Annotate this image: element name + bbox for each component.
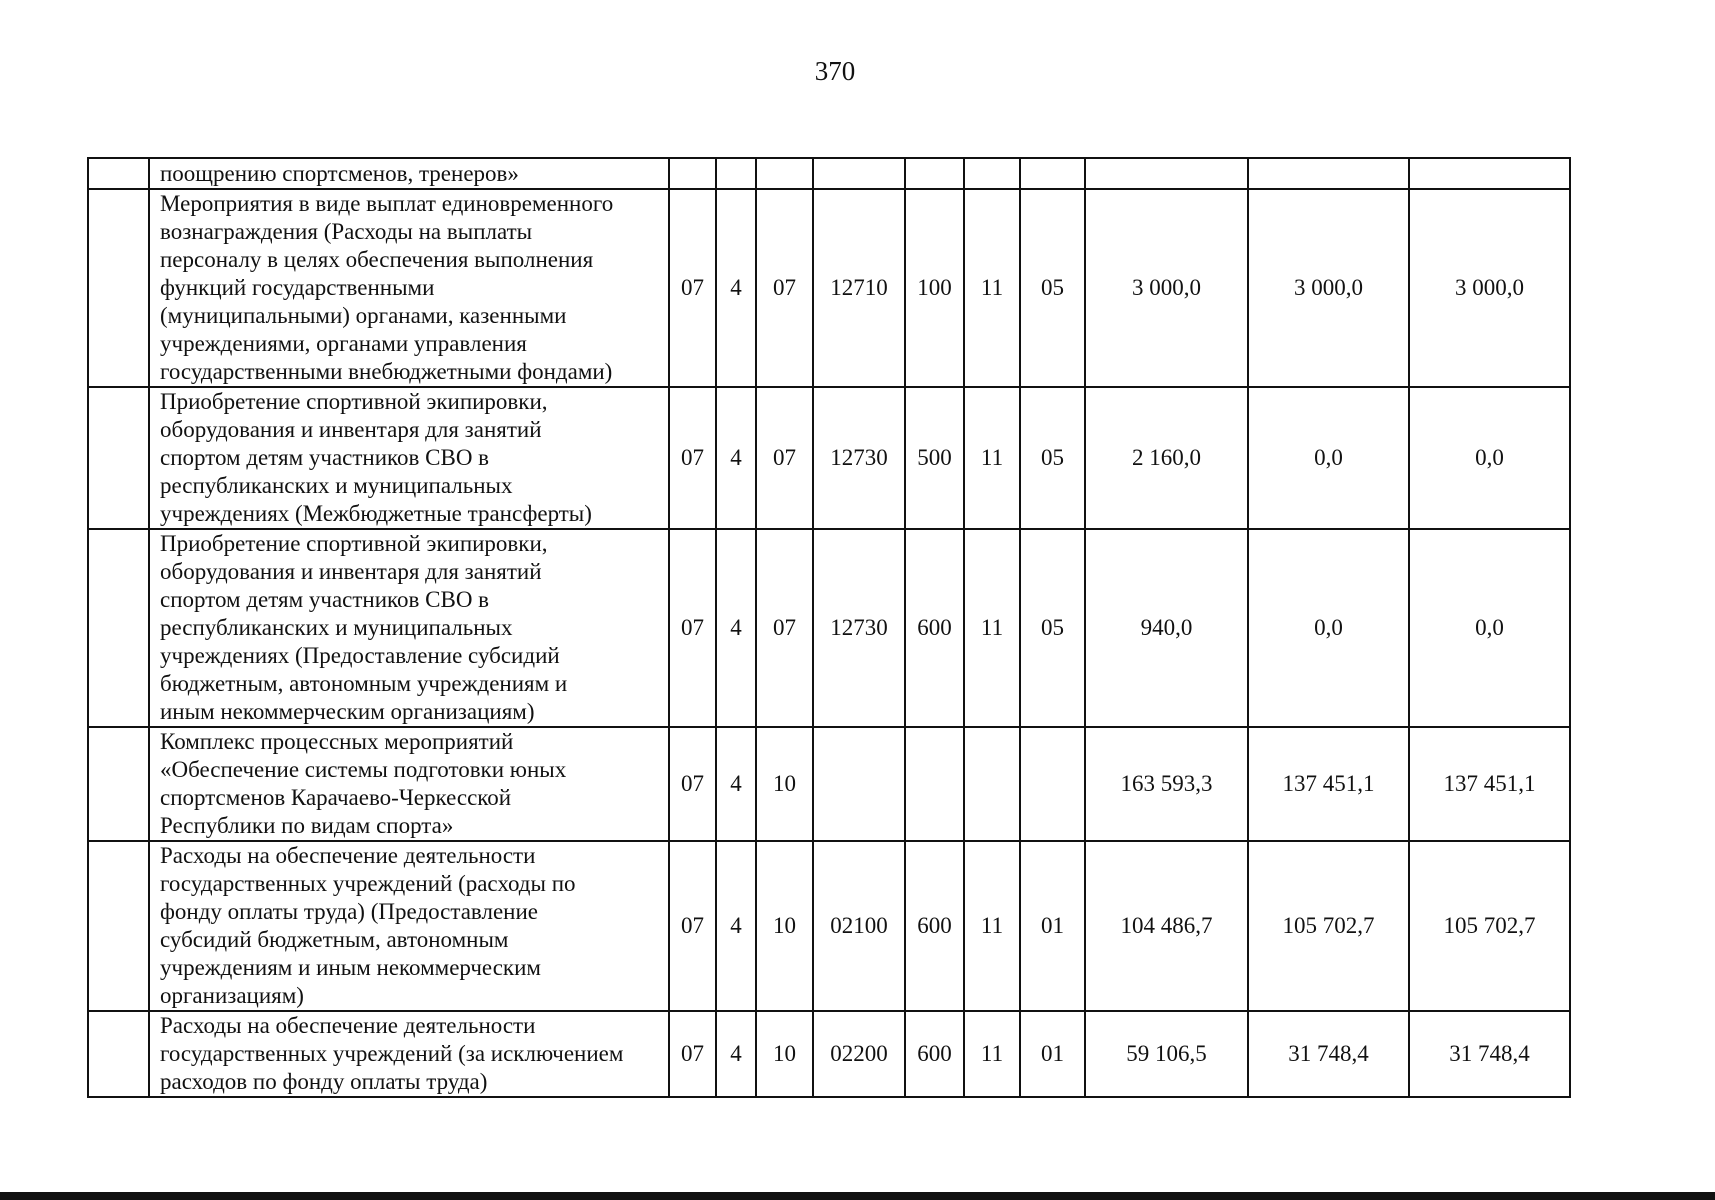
code-cell-2: 4	[716, 189, 756, 387]
row-number-cell	[88, 158, 149, 189]
row-number-cell	[88, 1011, 149, 1097]
code-cell-4: 12730	[813, 529, 905, 727]
code-cell-1: 07	[669, 1011, 716, 1097]
amount-year-3-cell: 3 000,0	[1409, 189, 1570, 387]
amount-year-2-cell	[1248, 158, 1409, 189]
table-row	[88, 1011, 1570, 1097]
code-cell-1: 07	[669, 841, 716, 1011]
code-cell-5	[905, 727, 964, 841]
amount-year-1-cell: 59 106,5	[1085, 1011, 1248, 1097]
code-cell-7: 05	[1020, 387, 1085, 529]
amount-year-1-cell: 3 000,0	[1085, 189, 1248, 387]
code-cell-3: 10	[756, 727, 813, 841]
amount-year-1-cell: 2 160,0	[1085, 387, 1248, 529]
amount-year-2-cell: 0,0	[1248, 387, 1409, 529]
amount-year-1-cell: 104 486,7	[1085, 841, 1248, 1011]
code-cell-6: 11	[964, 841, 1020, 1011]
code-cell-3: 10	[756, 1011, 813, 1097]
table-row	[88, 387, 1570, 529]
amount-year-3-cell	[1409, 158, 1570, 189]
code-cell-3: 07	[756, 189, 813, 387]
code-cell-7: 01	[1020, 1011, 1085, 1097]
code-cell-2: 4	[716, 841, 756, 1011]
row-number-cell	[88, 727, 149, 841]
scan-edge	[0, 1192, 1715, 1200]
code-cell-1	[669, 158, 716, 189]
code-cell-6	[964, 727, 1020, 841]
table-row	[88, 529, 1570, 727]
row-number-cell	[88, 529, 149, 727]
code-cell-6: 11	[964, 189, 1020, 387]
code-cell-7: 05	[1020, 189, 1085, 387]
code-cell-2: 4	[716, 387, 756, 529]
amount-year-1-cell: 940,0	[1085, 529, 1248, 727]
code-cell-7: 05	[1020, 529, 1085, 727]
code-cell-1: 07	[669, 529, 716, 727]
description-cell: Приобретение спортивной экипировки, оборудования и инвентаря для занятий спортом детям участников СВО в республиканских и муниципальных учреждениях (Предоставление субсидий бюджетным, автономным учреждениям и иным некоммерческим организациям)	[149, 529, 669, 727]
amount-year-3-cell: 137 451,1	[1409, 727, 1570, 841]
table-row	[88, 158, 1570, 189]
code-cell-6: 11	[964, 1011, 1020, 1097]
code-cell-6: 11	[964, 387, 1020, 529]
code-cell-2: 4	[716, 529, 756, 727]
amount-year-2-cell: 3 000,0	[1248, 189, 1409, 387]
code-cell-5	[905, 158, 964, 189]
code-cell-5: 100	[905, 189, 964, 387]
description-cell: Комплекс процессных мероприятий «Обеспечение системы подготовки юных спортсменов Карачаево-Черкесской Республики по видам спорта»	[149, 727, 669, 841]
amount-year-3-cell: 0,0	[1409, 529, 1570, 727]
amount-year-3-cell: 105 702,7	[1409, 841, 1570, 1011]
code-cell-5: 600	[905, 841, 964, 1011]
description-cell: Приобретение спортивной экипировки, оборудования и инвентаря для занятий спортом детям участников СВО в республиканских и муниципальных учреждениях (Межбюджетные трансферты)	[149, 387, 669, 529]
code-cell-1: 07	[669, 727, 716, 841]
page-number: 370	[814, 56, 856, 86]
code-cell-6: 11	[964, 529, 1020, 727]
amount-year-2-cell: 137 451,1	[1248, 727, 1409, 841]
table-row	[88, 841, 1570, 1011]
code-cell-3: 10	[756, 841, 813, 1011]
amount-year-1-cell	[1085, 158, 1248, 189]
code-cell-2: 4	[716, 727, 756, 841]
table-row	[88, 189, 1570, 387]
table-row	[88, 727, 1570, 841]
row-number-cell	[88, 189, 149, 387]
amount-year-3-cell: 0,0	[1409, 387, 1570, 529]
code-cell-4: 02100	[813, 841, 905, 1011]
code-cell-4: 02200	[813, 1011, 905, 1097]
amount-year-1-cell: 163 593,3	[1085, 727, 1248, 841]
amount-year-2-cell: 0,0	[1248, 529, 1409, 727]
code-cell-1: 07	[669, 189, 716, 387]
code-cell-4: 12730	[813, 387, 905, 529]
description-cell: Мероприятия в виде выплат единовременного вознаграждения (Расходы на выплаты персоналу в целях обеспечения выполнения функций государственными (муниципальными) органами, казенными учреждениями, органами управления государственными внебюджетными фондами)	[149, 189, 669, 387]
amount-year-2-cell: 31 748,4	[1248, 1011, 1409, 1097]
code-cell-6	[964, 158, 1020, 189]
amount-year-3-cell: 31 748,4	[1409, 1011, 1570, 1097]
code-cell-4	[813, 727, 905, 841]
code-cell-4	[813, 158, 905, 189]
description-cell: поощрению спортсменов, тренеров»	[149, 158, 669, 189]
code-cell-5: 500	[905, 387, 964, 529]
code-cell-3	[756, 158, 813, 189]
amount-year-2-cell: 105 702,7	[1248, 841, 1409, 1011]
row-number-cell	[88, 841, 149, 1011]
code-cell-3: 07	[756, 387, 813, 529]
description-cell: Расходы на обеспечение деятельности государственных учреждений (за исключением расходов по фонду оплаты труда)	[149, 1011, 669, 1097]
row-number-cell	[88, 387, 149, 529]
budget-table	[87, 157, 1571, 1098]
code-cell-5: 600	[905, 529, 964, 727]
code-cell-1: 07	[669, 387, 716, 529]
code-cell-4: 12710	[813, 189, 905, 387]
code-cell-7	[1020, 158, 1085, 189]
code-cell-7: 01	[1020, 841, 1085, 1011]
code-cell-3: 07	[756, 529, 813, 727]
code-cell-5: 600	[905, 1011, 964, 1097]
code-cell-2: 4	[716, 1011, 756, 1097]
description-cell: Расходы на обеспечение деятельности государственных учреждений (расходы по фонду оплаты труда) (Предоставление субсидий бюджетным, автономным учреждениям и иным некоммерческим организациям)	[149, 841, 669, 1011]
code-cell-2	[716, 158, 756, 189]
code-cell-7	[1020, 727, 1085, 841]
